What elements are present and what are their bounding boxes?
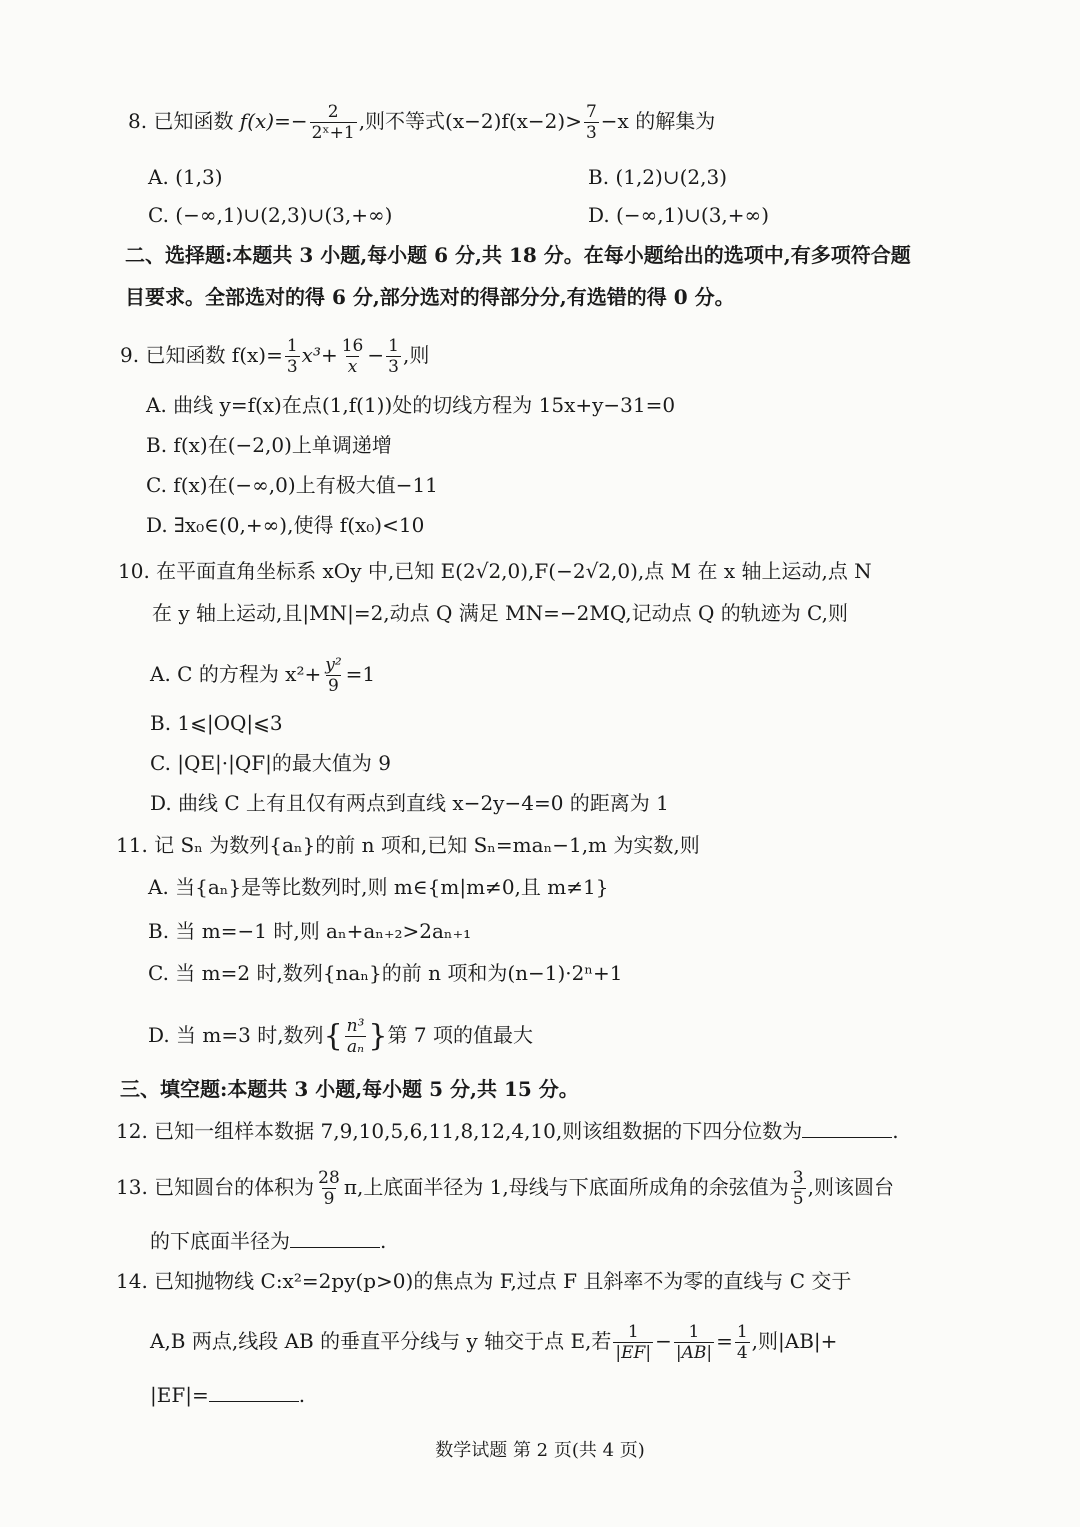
- q11-option-d: [148, 1016, 533, 1057]
- q11-d-fraction: [345, 1016, 367, 1057]
- frac-num: 28: [318, 1168, 340, 1188]
- section3-heading: 三、填空题:本题共 3 小题,每小题 5 分,共 15 分。: [120, 1077, 579, 1101]
- answer-blank: [290, 1229, 380, 1248]
- frac-den: 5: [792, 1189, 804, 1209]
- frac-den: aₙ: [347, 1037, 365, 1057]
- q13-text-b: π,上底面半径为 1,母线与下底面所成角的余弦值为: [343, 1175, 789, 1199]
- q8-option-b: B. (1,2)∪(2,3): [588, 165, 727, 189]
- q10-stem-line2: 在 y 轴上运动,且|MN|=2,动点 Q 满足 MN=−2MQ,记动点 Q 的轨迹为 C,则: [152, 601, 849, 625]
- frac-den: |EF|: [615, 1343, 652, 1363]
- q10-stem-line1: 10. 在平面直角坐标系 xOy 中,已知 E(2√2,0),F(−2√2,0),点 M 在 x 轴上运动,点 N: [118, 559, 872, 583]
- frac-den: 3: [585, 123, 597, 143]
- q11-option-c: C. 当 m=2 时,数列{naₙ}的前 n 项和为(n−1)·2ⁿ+1: [148, 961, 623, 985]
- q8-stem: [128, 102, 715, 143]
- q8-option-a: A. (1,3): [148, 165, 223, 189]
- q14-stem-line3: [150, 1380, 305, 1410]
- q10-a-fraction: [323, 655, 343, 696]
- q9-fraction-2: [340, 336, 366, 377]
- frac-num: y²: [325, 655, 342, 675]
- frac-num: 2: [327, 102, 339, 122]
- q8-option-c: C. (−∞,1)∪(2,3)∪(3,+∞): [148, 203, 393, 227]
- frac-den: 4: [736, 1343, 748, 1363]
- left-brace: {: [323, 1018, 343, 1054]
- q9-text-a: 9. 已知函数 f(x)=: [120, 343, 283, 367]
- frac-num: n³: [346, 1016, 365, 1036]
- frac-den: 3: [286, 357, 298, 377]
- q14-period: .: [298, 1383, 306, 1407]
- q11-d-text-b: 第 7 项的值最大: [387, 1023, 533, 1047]
- q14-minus: −: [655, 1329, 672, 1353]
- q9-fraction-3: [386, 336, 401, 377]
- q9-option-c: C. f(x)在(−∞,0)上有极大值−11: [146, 473, 438, 497]
- frac-num: 1: [688, 1322, 700, 1342]
- q9-text-mid: x³+: [301, 343, 338, 367]
- q13-text-line2: 的下底面半径为: [150, 1229, 290, 1253]
- answer-blank: [802, 1119, 892, 1138]
- q13-stem-line2: [150, 1226, 386, 1256]
- q11-option-b: B. 当 m=−1 时,则 aₙ+aₙ₊₂>2aₙ₊₁: [148, 919, 472, 943]
- q10-option-b: B. 1⩽|OQ|⩽3: [150, 711, 283, 735]
- q8-fraction-2: [584, 102, 599, 143]
- frac-den: |AB|: [675, 1343, 713, 1363]
- q14-fraction-3: [735, 1322, 750, 1363]
- frac-num: 1: [627, 1322, 639, 1342]
- frac-num: 7: [585, 102, 597, 122]
- q8-option-d: D. (−∞,1)∪(3,+∞): [588, 203, 770, 227]
- q9-fraction-1: [285, 336, 300, 377]
- frac-den: x: [347, 357, 358, 377]
- q9-text-b: ,则: [402, 343, 430, 367]
- q11-stem: 11. 记 Sₙ 为数列{aₙ}的前 n 项和,已知 Sₙ=maₙ−1,m 为实数,则: [116, 833, 700, 857]
- q10-option-d: D. 曲线 C 上有且仅有两点到直线 x−2y−4=0 的距离为 1: [150, 791, 669, 815]
- q13-period: .: [380, 1229, 387, 1253]
- frac-den: 2ˣ+1: [311, 123, 355, 143]
- q14-stem-line2: [150, 1322, 837, 1363]
- q12-period: .: [892, 1119, 899, 1143]
- section2-heading-line1: 二、选择题:本题共 3 小题,每小题 6 分,共 18 分。在每小题给出的选项中,有多项符合题: [125, 243, 911, 267]
- page-footer: 数学试题 第 2 页(共 4 页): [435, 1440, 645, 1461]
- q9-option-b: B. f(x)在(−2,0)上单调递增: [146, 433, 392, 457]
- q10-option-c: C. |QE|·|QF|的最大值为 9: [150, 751, 391, 775]
- q10-a-text: A. C 的方程为 x²+: [150, 662, 322, 686]
- q9-stem: [120, 336, 429, 377]
- q14-text-line3: |EF|=: [150, 1383, 209, 1407]
- q10-option-a: [150, 655, 375, 696]
- q14-stem-line1: 14. 已知抛物线 C:x²=2py(p>0)的焦点为 F,过点 F 且斜率不为零的直线与 C 交于: [116, 1269, 852, 1293]
- frac-den: 9: [323, 1189, 335, 1209]
- q14-text-a: A,B 两点,线段 AB 的垂直平分线与 y 轴交于点 E,若: [150, 1329, 612, 1353]
- right-brace: }: [368, 1018, 388, 1054]
- q12-stem: [116, 1116, 899, 1146]
- section2-heading-line2: 目要求。全部选对的得 6 分,部分选对的得部分分,有选错的得 0 分。: [125, 285, 735, 309]
- frac-den: 3: [388, 357, 399, 377]
- frac-num: 1: [286, 336, 298, 356]
- q12-text: 12. 已知一组样本数据 7,9,10,5,6,11,8,12,4,10,则该组数据的下四分位数为: [116, 1119, 803, 1143]
- q8-text-b: ,则不等式(x−2)f(x−2)>: [358, 109, 582, 133]
- q11-option-a: A. 当{aₙ}是等比数列时,则 m∈{m|m≠0,且 m≠1}: [148, 875, 609, 899]
- frac-num: 3: [792, 1168, 804, 1188]
- q11-d-text: D. 当 m=3 时,数列: [148, 1023, 324, 1047]
- q9-option-a: A. 曲线 y=f(x)在点(1,f(1))处的切线方程为 15x+y−31=0: [146, 393, 676, 417]
- answer-blank: [209, 1383, 299, 1402]
- q8-text-a: 8. 已知函数: [128, 109, 240, 133]
- q13-text-a: 13. 已知圆台的体积为: [116, 1175, 315, 1199]
- q9-minus: −: [367, 343, 385, 367]
- q13-fraction-2: [791, 1168, 806, 1209]
- frac-num: 1: [736, 1322, 748, 1342]
- frac-num: 16: [341, 336, 364, 356]
- q14-text-b: ,则|AB|+: [751, 1329, 838, 1353]
- q10-a-text-b: =1: [345, 662, 376, 686]
- q14-fraction-2: [674, 1322, 714, 1363]
- frac-den: 9: [328, 676, 339, 696]
- q8-text-c: −x 的解集为: [600, 109, 716, 133]
- q13-stem-line1: [116, 1168, 894, 1209]
- q13-text-c: ,则该圆台: [807, 1175, 894, 1199]
- q9-option-d: D. ∃x₀∈(0,+∞),使得 f(x₀)<10: [146, 513, 425, 537]
- q13-fraction-1: [316, 1168, 342, 1209]
- q14-equals: =: [716, 1329, 733, 1353]
- frac-num: 1: [388, 336, 399, 356]
- q8-fx: f(x)=−: [239, 109, 308, 133]
- q8-fraction-1: [310, 102, 357, 143]
- q14-fraction-1: [613, 1322, 653, 1363]
